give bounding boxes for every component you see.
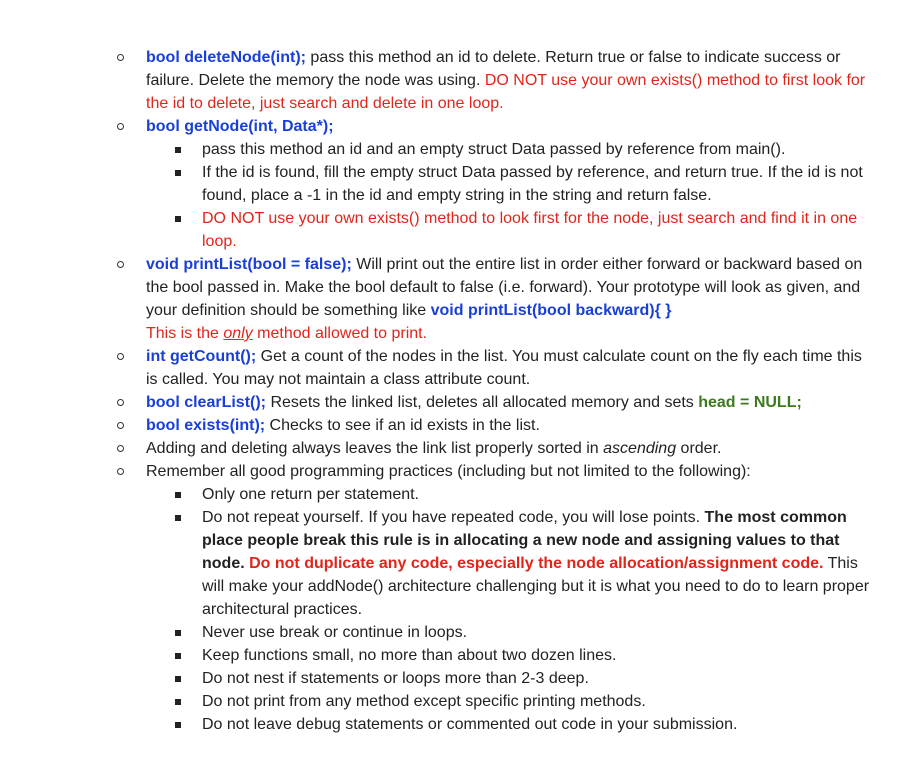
sub-item-text: Keep functions small, no more than about two dozen lines. <box>202 647 617 664</box>
requirements-document <box>0 46 918 736</box>
list-item-deleteNode <box>146 46 876 115</box>
sub-item-text: If the id is found, fill the empty struct Data passed by reference, and return true. If the id is not found, place a -1 in the id and empty string in the string and return false. <box>202 164 863 204</box>
method-signature: bool exists(int); <box>146 417 266 434</box>
list-item-getCount <box>146 345 876 391</box>
item-text: order. <box>676 440 722 457</box>
sub-item-text: pass this method an id and an empty struct Data passed by reference from main(). <box>202 141 786 158</box>
item-text: Checks to see if an id exists in the list. <box>265 417 540 434</box>
warning-text-part: This is the <box>146 325 224 342</box>
sub-item <box>202 713 876 736</box>
sub-item-text: Do not nest if statements or loops more than 2-3 deep. <box>202 670 589 687</box>
sub-item <box>202 690 876 713</box>
item-text: Resets the linked list, deletes all allocated memory and sets <box>266 394 699 411</box>
item-text: Adding and deleting always leaves the link list properly sorted in <box>146 440 604 457</box>
sub-item-text: This will make your addNode() architecture challenging but it is what you need to do to learn proper architectural practices. <box>202 555 870 618</box>
method-signature: void printList(bool = false); <box>146 256 352 273</box>
warning-text-part: method allowed to print. <box>252 325 428 342</box>
sub-item <box>202 161 876 207</box>
list-item-exists <box>146 414 876 437</box>
list-item-printList <box>146 253 876 345</box>
sub-item-text: Do not leave debug statements or commented out code in your submission. <box>202 716 738 733</box>
method-signature: bool clearList(); <box>146 394 267 411</box>
item-text: Get a count of the nodes in the list. You must calculate count on the fly each time this is called. You may not maintain a class attribute count. <box>146 348 862 388</box>
method-signature: int getCount(); <box>146 348 257 365</box>
sub-item <box>202 207 876 253</box>
emphasis-text: ascending <box>603 440 677 457</box>
sub-item-text: Never use break or continue in loops. <box>202 624 468 641</box>
code-snippet: head = NULL; <box>698 394 802 411</box>
definition-signature: void printList(bool backward){ } <box>430 302 672 319</box>
emphasis-text: only <box>223 325 253 342</box>
list-item-getNode <box>146 115 876 138</box>
list-item-practices <box>146 460 876 483</box>
sub-item <box>202 644 876 667</box>
list-item-sorting <box>146 437 876 460</box>
warning-text <box>146 325 427 342</box>
sub-item-text: Do not repeat yourself. If you have repeated code, you will lose points. <box>202 509 705 526</box>
sub-item-text: Only one return per statement. <box>202 486 419 503</box>
warning-text: DO NOT use your own exists() method to look first for the node, just search and find it in one loop. <box>202 210 858 250</box>
sub-item <box>202 483 876 506</box>
item-text: Remember all good programming practices (including but not limited to the following): <box>146 463 751 480</box>
item-text: Will print out the entire list in order either forward or backward based on the bool passed in. Make the bool default to false (i.e. forward). Your prototype will look as given, and your definition should be something like <box>146 256 863 319</box>
sub-item <box>202 138 876 161</box>
sub-item <box>202 621 876 644</box>
method-signature: bool deleteNode(int); <box>146 49 306 66</box>
item-text: pass this method an id to delete. Return true or false to indicate success or failure. Delete the memory the node was using. <box>146 49 841 89</box>
sub-item <box>202 667 876 690</box>
list-item-clearList <box>146 391 876 414</box>
warning-text: DO NOT use your own exists() method to first look for the id to delete, just search and delete in one loop. <box>146 72 866 112</box>
warning-text: Do not duplicate any code, especially the node allocation/assignment code. <box>249 555 824 572</box>
sub-item-text: Do not print from any method except specific printing methods. <box>202 693 646 710</box>
method-signature: bool getNode(int, Data*); <box>146 118 334 135</box>
bold-text: The most common place people break this rule is in allocating a new node and assigning values to that node. <box>202 509 847 572</box>
sub-item-dry <box>202 506 876 621</box>
